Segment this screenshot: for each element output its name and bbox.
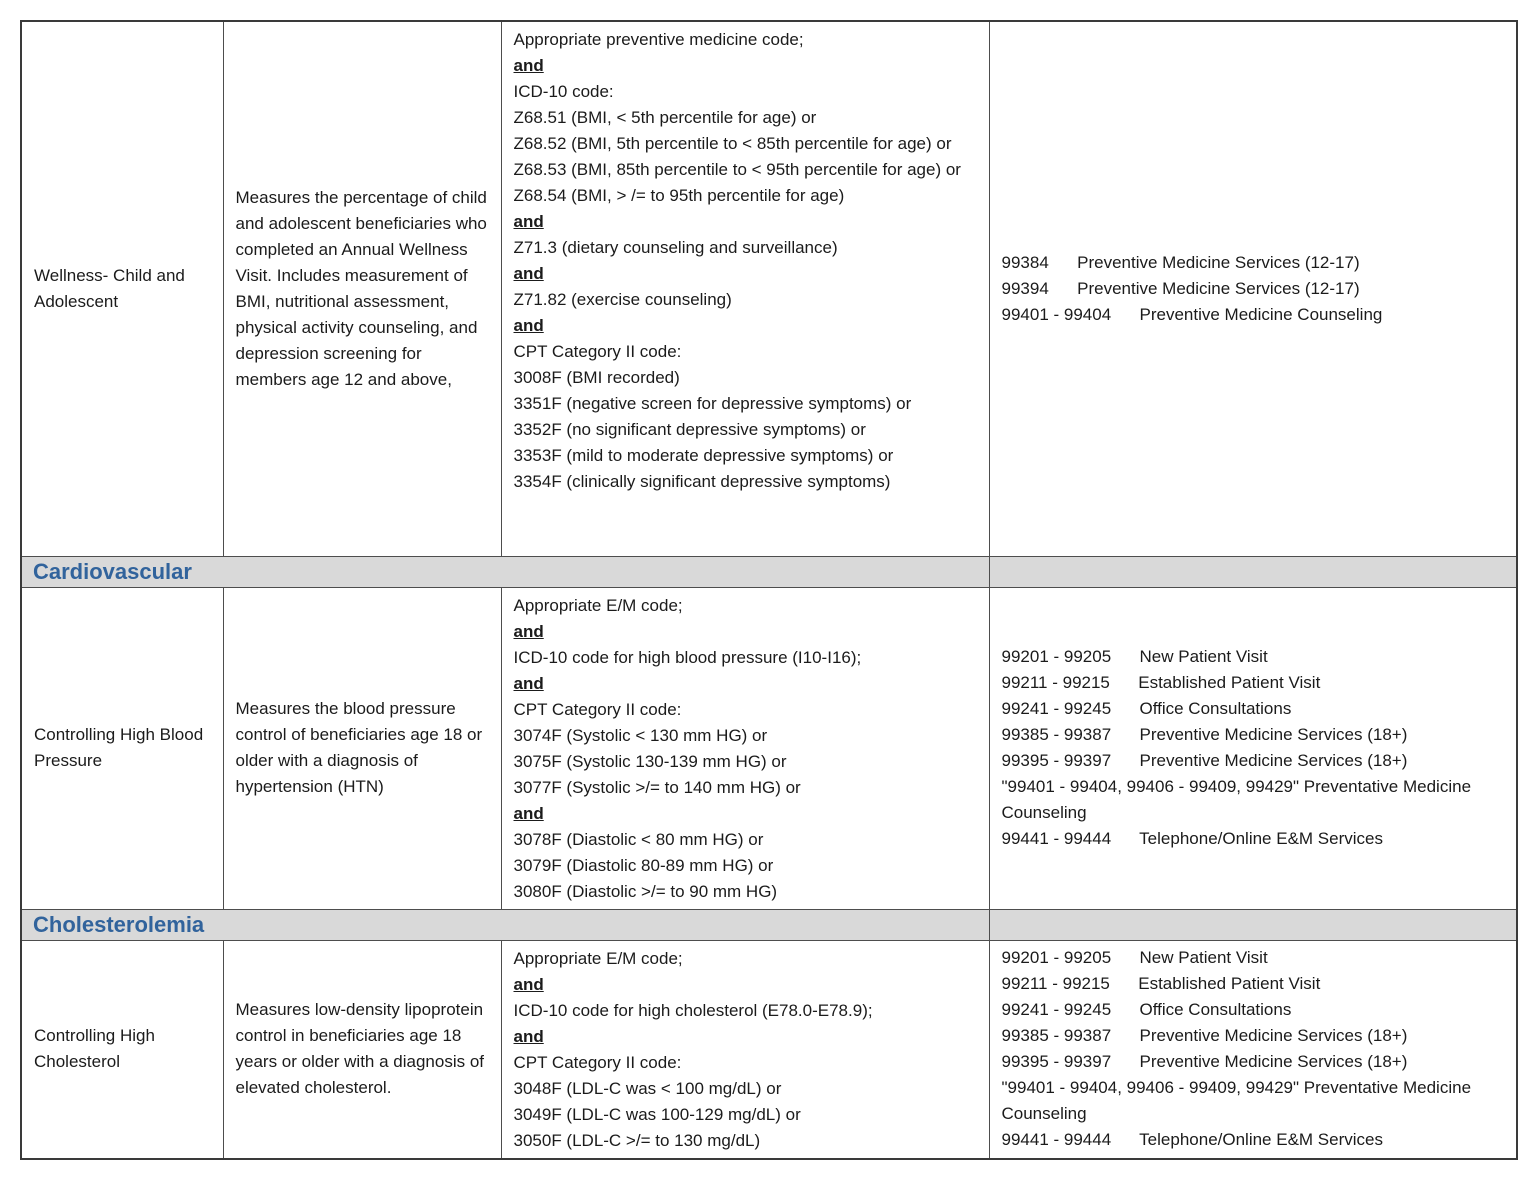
hedis-measures-table [20,20,1518,1160]
code-line: 3049F (LDL-C was 100-129 mg/dL) or [513,1104,801,1124]
cpt-line: 99201 - 99205 New Patient Visit [1001,948,1268,967]
table-row-wellness [21,21,1517,556]
measure-description: Measures the blood pressure control of beneficiaries age 18 or older with a diagnosis of hypertension (HTN) [223,587,501,909]
cpt-line: 99211 - 99215 Established Patient Visit [1001,974,1321,993]
cpt-line: 99394 Preventive Medicine Services (12-17) [1001,278,1360,298]
section-header-row-cholesterolemia [21,909,1517,940]
code-line: 3353F (mild to moderate depressive symptoms) or [513,446,894,465]
cpt-line: 99401 - 99404 Preventive Medicine Counseling [1001,304,1383,324]
code-line: Z71.3 (dietary counseling and surveillance) [513,238,838,257]
code-line: 3074F (Systolic < 130 mm HG) or [513,725,768,745]
code-line: and [513,1026,544,1046]
code-line: CPT Category II code: [513,699,682,719]
code-line: and [513,264,544,283]
code-line: 3352F (no significant depressive symptoms) or [513,420,866,439]
code-line: CPT Category II code: [513,342,682,361]
cpt-line: 99201 - 99205 New Patient Visit [1001,647,1268,666]
code-line: 3354F (clinically significant depressive symptoms) [513,472,891,491]
code-line: 3050F (LDL-C >/= to 130 mg/dL) [513,1130,761,1150]
code-line: Z68.54 (BMI, > /= to 95th percentile for age) [513,186,845,205]
cpt-line: 99241 - 99245 Office Consultations [1001,699,1292,718]
section-title: Cardiovascular [21,556,989,587]
code-line: 3079F (Diastolic 80-89 mm HG) or [513,855,774,875]
code-line: 3080F (Diastolic >/= to 90 mm HG) [513,881,778,901]
documentation-codes [501,940,989,1159]
cpt-line: "99401 - 99404, 99406 - 99409, 99429" Preventative Medicine Counseling [1001,777,1476,822]
cpt-line: 99441 - 99444 Telephone/Online E&M Services [1001,1130,1383,1149]
code-line: and [513,974,544,994]
code-line: Appropriate E/M code; [513,948,683,968]
cpt-line: 99385 - 99387 Preventive Medicine Services (18+) [1001,725,1408,744]
cpt-line: 99241 - 99245 Office Consultations [1001,1000,1292,1019]
section-empty-cell [989,909,1517,940]
cpt-line: 99385 - 99387 Preventive Medicine Services (18+) [1001,1026,1408,1045]
cpt-line: 99384 Preventive Medicine Services (12-17) [1001,252,1360,272]
code-line: 3078F (Diastolic < 80 mm HG) or [513,829,764,849]
code-line: Z71.82 (exercise counseling) [513,290,732,309]
code-line: ICD-10 code for high blood pressure (I10-I16); [513,647,862,667]
code-line: 3351F (negative screen for depressive symptoms) or [513,394,912,413]
code-line: ICD-10 code for high cholesterol (E78.0-E78.9); [513,1000,873,1020]
code-line: Z68.53 (BMI, 85th percentile to < 95th percentile for age) or [513,160,961,179]
code-line: Z68.52 (BMI, 5th percentile to < 85th percentile for age) or [513,134,952,153]
code-line: and [513,212,544,231]
code-line: and [513,621,544,641]
code-line: Appropriate preventive medicine code; [513,30,804,49]
documentation-codes [501,21,989,556]
code-line: and [513,673,544,693]
cpt-line: 99441 - 99444 Telephone/Online E&M Services [1001,829,1383,848]
cpt-code-list [989,587,1517,909]
documentation-codes [501,587,989,909]
code-line: Z68.51 (BMI, < 5th percentile for age) or [513,108,817,127]
measure-name: Controlling High Blood Pressure [21,587,223,909]
cpt-line: "99401 - 99404, 99406 - 99409, 99429" Preventative Medicine Counseling [1001,1078,1476,1123]
code-line: 3048F (LDL-C was < 100 mg/dL) or [513,1078,782,1098]
code-line: 3075F (Systolic 130-139 mm HG) or [513,751,787,771]
cpt-code-list [989,940,1517,1159]
cpt-code-list [989,21,1517,556]
cpt-line: 99211 - 99215 Established Patient Visit [1001,673,1321,692]
cpt-line: 99395 - 99397 Preventive Medicine Services (18+) [1001,1052,1408,1071]
code-line: CPT Category II code: [513,1052,682,1072]
code-line: Appropriate E/M code; [513,595,683,615]
code-line: ICD-10 code: [513,82,614,101]
code-line: and [513,56,544,75]
table-row-blood-pressure [21,587,1517,909]
code-line: and [513,803,544,823]
section-title: Cholesterolemia [21,909,989,940]
cpt-line: 99395 - 99397 Preventive Medicine Services (18+) [1001,751,1408,770]
table-row-cholesterol [21,940,1517,1159]
code-line: 3077F (Systolic >/= to 140 mm HG) or [513,777,801,797]
section-empty-cell [989,556,1517,587]
measure-name: Wellness- Child and Adolescent [21,21,223,556]
code-line: and [513,316,544,335]
measure-description: Measures low-density lipoprotein control in beneficiaries age 18 years or older with a diagnosis of elevated cholesterol. [223,940,501,1159]
measure-name: Controlling High Cholesterol [21,940,223,1159]
section-header-row-cardiovascular [21,556,1517,587]
measure-description: Measures the percentage of child and adolescent beneficiaries who completed an Annual Wellness Visit. Includes measurement of BMI, nutritional assessment, physical activity counseling, and depression screening for members age 12 and above, [223,21,501,556]
code-line: 3008F (BMI recorded) [513,368,680,387]
